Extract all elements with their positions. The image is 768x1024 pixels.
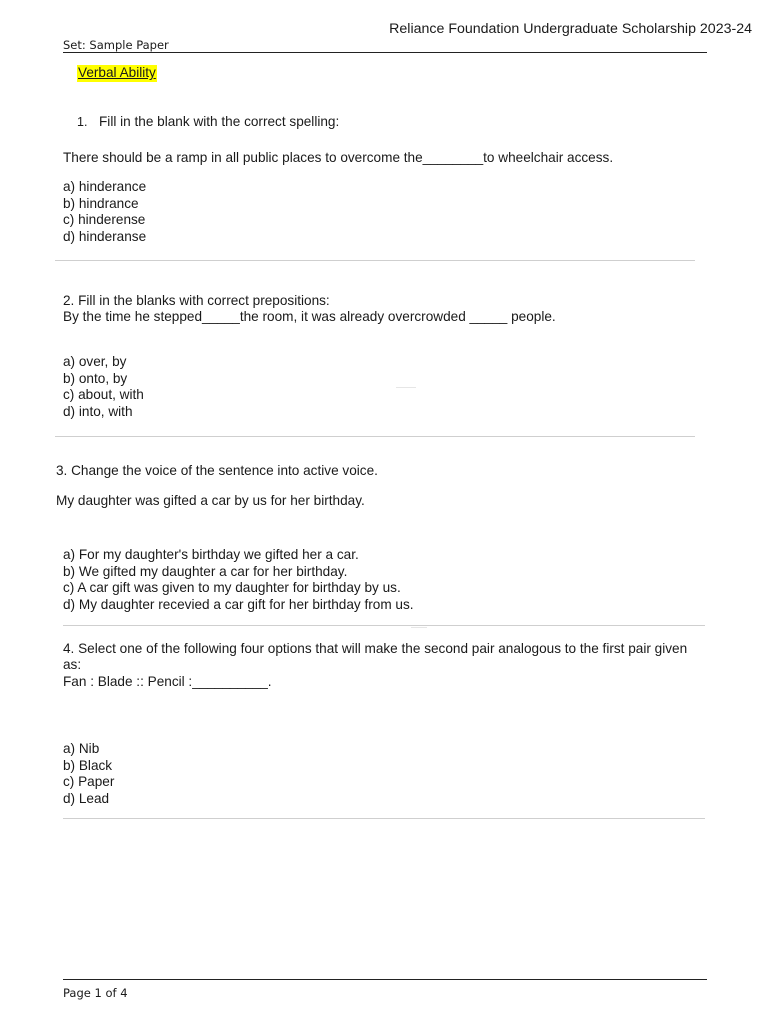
question-4-prompt-line-1: 4. Select one of the following four options that will make the second pair analogous to the first pair given (63, 641, 688, 656)
question-separator-2 (55, 436, 695, 437)
question-1-prompt: Fill in the blank with the correct spelling: (99, 114, 340, 129)
question-3-prompt: 3. Change the voice of the sentence into active voice. (56, 463, 378, 478)
question-2-option-b: b) onto, by (63, 370, 128, 386)
question-4-prompt-line-2: as: (63, 657, 82, 672)
question-4-option-d: d) Lead (63, 790, 110, 806)
question-2-option-c: c) about, with (63, 387, 144, 402)
question-3-options (63, 547, 414, 613)
question-2-option-a: a) over, by (63, 354, 127, 369)
question-1-option-a: a) hinderance (63, 179, 147, 194)
question-separator-4 (63, 818, 705, 819)
faint-mark-2 (411, 627, 427, 628)
question-1-option-d: d) hinderanse (63, 228, 147, 244)
question-2-sentence: By the time he stepped_____the room, it was already overcrowded _____ people. (63, 309, 556, 324)
question-4-analogy: Fan : Blade :: Pencil :__________. (63, 674, 272, 689)
document-header-title: Reliance Foundation Undergraduate Scholarship 2023-24 (389, 21, 752, 37)
section-heading: Verbal Ability (78, 65, 156, 80)
question-3-option-a: a) For my daughter's birthday we gifted her a car. (63, 547, 359, 562)
question-1-option-c: c) hinderense (63, 212, 146, 227)
question-4-options (63, 741, 114, 807)
question-3-sentence: My daughter was gifted a car by us for her birthday. (56, 493, 365, 508)
question-2-options (63, 354, 144, 420)
header-rule (63, 52, 707, 53)
question-4-option-b: b) Black (63, 757, 113, 773)
question-1-sentence: There should be a ramp in all public places to overcome the________to wheelchair access. (63, 150, 614, 165)
question-separator-3 (63, 625, 705, 626)
question-4-option-c: c) Paper (63, 774, 115, 789)
question-3-option-b: b) We gifted my daughter a car for her birthday. (63, 563, 348, 579)
set-label: Set: Sample Paper (63, 38, 169, 52)
question-1-option-b: b) hindrance (63, 195, 139, 211)
question-2-option-d: d) into, with (63, 403, 133, 419)
question-1-options (63, 179, 146, 245)
page-number: Page 1 of 4 (63, 986, 128, 1000)
question-separator-1 (55, 260, 695, 261)
question-2-prompt: 2. Fill in the blanks with correct prepositions: (63, 293, 330, 308)
question-3-option-c: c) A car gift was given to my daughter for birthday by us. (63, 580, 401, 595)
footer-rule (63, 979, 707, 980)
question-1-number: 1. (77, 115, 88, 129)
question-3-option-d: d) My daughter recevied a car gift for her birthday from us. (63, 596, 414, 612)
question-4-option-a: a) Nib (63, 741, 100, 756)
faint-mark (396, 387, 416, 388)
